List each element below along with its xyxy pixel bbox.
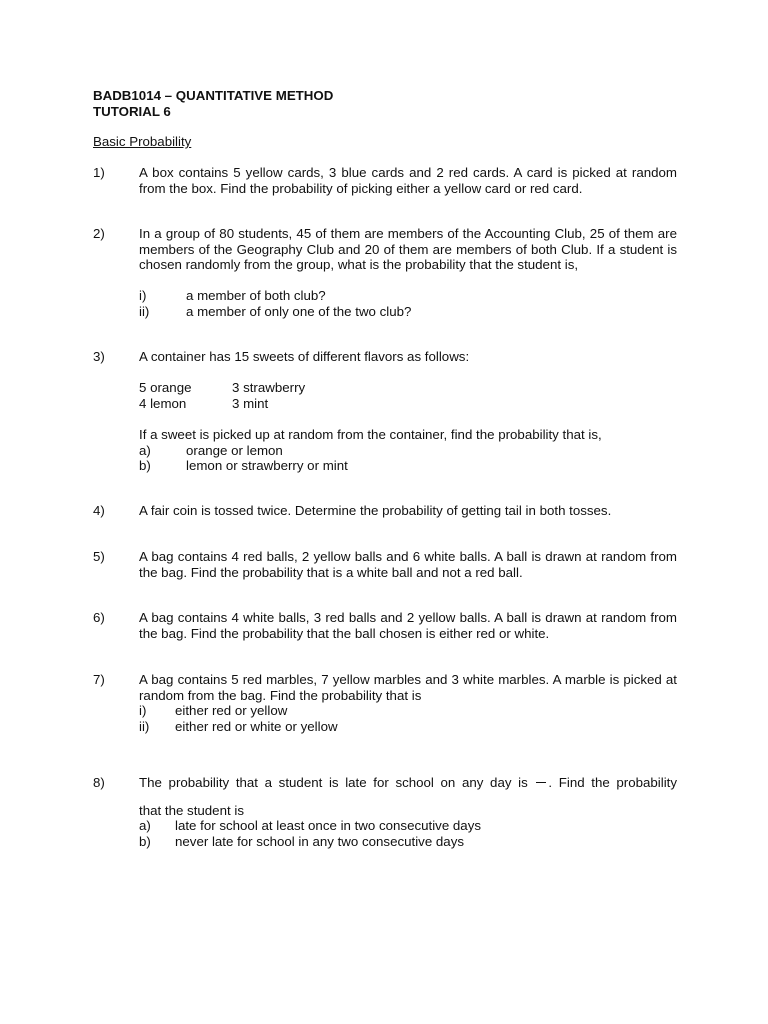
question-7 [93,672,677,734]
sub-item-text: late for school at least once in two consecutive days [175,818,481,834]
sub-item-text: either red or yellow [175,703,288,719]
sub-item [139,719,677,735]
sub-item-label: b) [139,458,151,474]
question-text-2: that the student is [139,802,244,818]
question-number: 8) [93,775,105,790]
flavor-row [139,396,677,412]
question-text: A fair coin is tossed twice. Determine the probability of getting tail in both tosses. [139,503,612,518]
sub-item-text: never late for school in any two consecutive days [175,833,464,849]
flavor-orange: 5 orange [139,380,192,396]
sub-item-text: either red or white or yellow [175,718,338,734]
question-text: A box contains 5 yellow cards, 3 blue cards and 2 red cards. A card is picked at random from the box. Find the probability of picking either a yellow card or red card. [139,165,677,196]
flavor-mint: 3 mint [232,395,269,411]
fraction-bar-icon [536,782,546,783]
question-number: 6) [93,610,105,625]
sub-item-label: i) [139,288,147,304]
question-text: A bag contains 5 red marbles, 7 yellow marbles and 3 white marbles. A marble is picked at random from the bag. Find the probability that is [139,672,677,703]
document-header [93,88,333,119]
sub-item [139,304,677,320]
sub-item-label: a) [139,818,151,834]
question-6 [93,610,677,641]
sub-item-label: a) [139,442,151,458]
question-text-a: The probability that a student is late for school on any day is [139,775,528,790]
sub-item-text: a member of only one of the two club? [186,303,412,319]
question-3 [93,349,677,474]
sub-item-label: b) [139,833,151,849]
question-4 [93,503,677,519]
question-number: 7) [93,672,105,687]
question-text: In a group of 80 students, 45 of them are members of the Accounting Club, 25 of them are members of the Geography Club and 20 of them are members of both Club. If a student is chosen randomly from the group, what is the probability that the student is, [139,226,677,273]
flavor-strawberry: 3 strawberry [232,380,306,396]
sub-item-text: orange or lemon [186,442,283,458]
sub-item-text: a member of both club? [186,288,326,304]
question-text-b: . Find the probability [548,775,677,790]
flavor-row [139,380,677,396]
question-number: 5) [93,549,105,564]
question-number: 4) [93,503,105,518]
question-text: A bag contains 4 white balls, 3 red balls and 2 yellow balls. A ball is drawn at random from the bag. Find the probability that the ball chosen is either red or white. [139,610,677,641]
course-title: BADB1014 – QUANTITATIVE METHOD [93,88,334,103]
question-number: 2) [93,226,105,241]
flavor-lemon: 4 lemon [139,395,187,411]
sub-item [139,818,677,834]
question-text-2: If a sweet is picked up at random from the container, find the probability that is, [139,426,602,442]
tutorial-title: TUTORIAL 6 [93,103,171,119]
question-number: 3) [93,349,105,364]
question-8 [93,775,677,849]
question-5 [93,549,677,580]
question-text: A bag contains 4 red balls, 2 yellow balls and 6 white balls. A ball is drawn at random from the bag. Find the probability that is a white ball and not a red ball. [139,549,677,580]
question-number: 1) [93,165,105,180]
section-title: Basic Probability [93,134,192,149]
question-1 [93,165,677,196]
sub-item-label: ii) [139,718,150,734]
sub-item [139,443,677,459]
question-text: A container has 15 sweets of different flavors as follows: [139,349,470,364]
question-text [139,775,677,791]
sub-item-label: ii) [139,303,150,319]
sub-item [139,458,677,474]
sub-item-label: i) [139,703,147,719]
sub-item-text: lemon or strawberry or mint [186,458,348,474]
sub-item [139,703,677,719]
sub-item [139,288,677,304]
sub-item [139,834,677,850]
question-2 [93,226,677,320]
